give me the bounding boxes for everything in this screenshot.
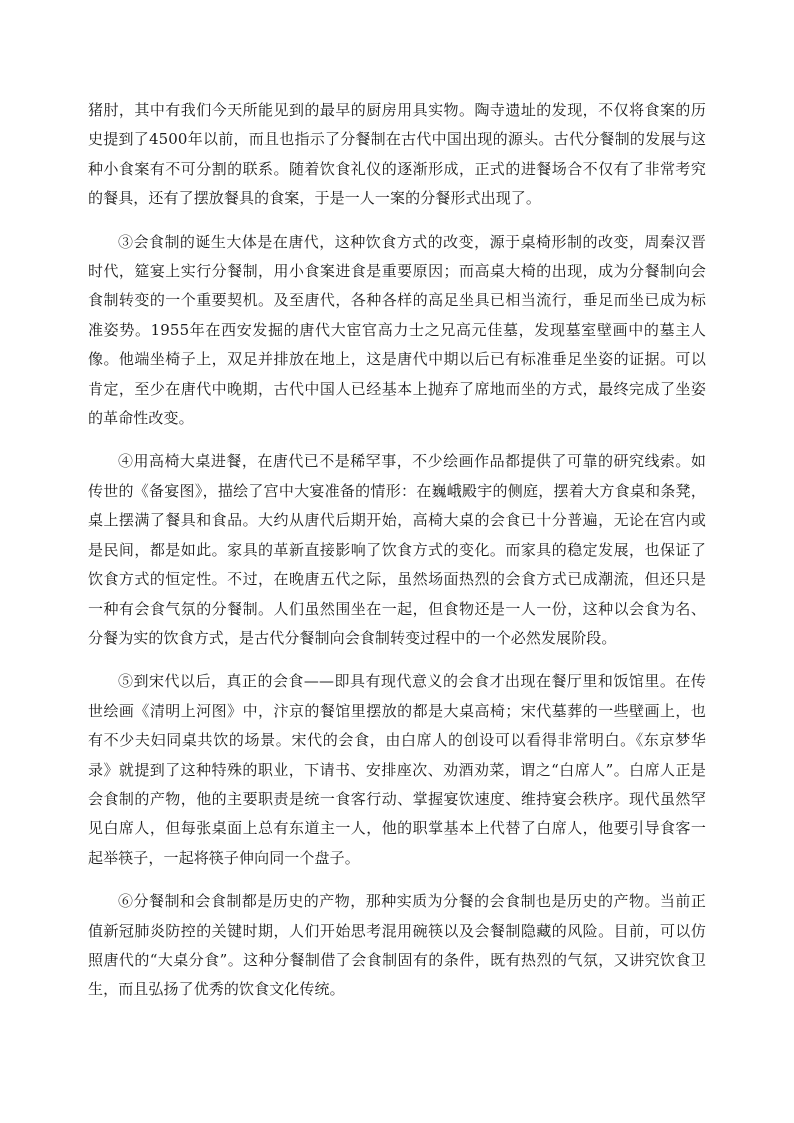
paragraph-3: ③会食制的诞生大体是在唐代，这种饮食方式的改变，源于桌椅形制的改变，周秦汉晋时代，筵宴上实行分餐制，用小食案进食是重要原因；而高桌大椅的出现，成为分餐制向会食制转变的一个重要契机。及至唐代，各种各样的高足坐具已相当流行，垂足而坐已成为标准姿势。1955年在西安发掘的唐代大宦官高力士之兄高元佳墓，发现墓室壁画中的墓主人像。他端坐椅子上，双足并排放在地上，这是唐代中期以后已有标准垂足坐姿的证据。可以肯定，至少在唐代中晚期，古代中国人已经基本上抛弃了席地而坐的方式，最终完成了坐姿的革命性改变。: [88, 232, 706, 428]
paragraph-continuation: 猪肘，其中有我们今天所能见到的最早的厨房用具实物。陶寺遗址的发现，不仅将食案的历史提到了4500年以前，而且也指示了分餐制在古代中国出现的源头。古代分餐制的发展与这种小食案有不可分割的联系。随着饮食礼仪的逐渐形成，正式的进餐场合不仅有了非常考究的餐具，还有了摆放餐具的食案，于是一人一案的分餐形式出现了。: [88, 101, 706, 208]
paragraph-5: ⑤到宋代以后，真正的会食——即具有现代意义的会食才出现在餐厅里和饭馆里。在传世绘画《清明上河图》中，汴京的餐馆里摆放的都是大桌高椅；宋代墓葬的一些壁画上，也有不少夫妇同桌共饮的场景。宋代的会食，由白席人的创设可以看得非常明白。《东京梦华录》就提到了这种特殊的职业，下请书、安排座次、劝酒劝菜，谓之“白席人”。白席人正是会食制的产物，他的主要职责是统一食客行动、掌握宴饮速度、维持宴会秩序。现代虽然罕见白席人，但每张桌面上总有东道主一人，他的职掌基本上代替了白席人，他要引导食客一起举筷子，一起将筷子伸向同一个盘子。: [88, 672, 706, 867]
paragraph-4: ④用高椅大桌进餐，在唐代已不是稀罕事，不少绘画作品都提供了可靠的研究线索。如传世的《备宴图》，描绘了宫中大宴准备的情形：在巍峨殿宇的侧庭，摆着大方食桌和条凳，桌上摆满了餐具和食品。大约从唐代后期开始，高椅大桌的会食已十分普遍，无论在宫内或是民间，都是如此。家具的革新直接影响了饮食方式的变化。而家具的稳定发展，也保证了饮食方式的恒定性。不过，在晚唐五代之际，虽然场面热烈的会食方式已成潮流，但还只是一种有会食气氛的分餐制。人们虽然围坐在一起，但食物还是一人一份，这种以会食为名、分餐为实的饮食方式，是古代分餐制向会食制转变过程中的一个必然发展阶段。: [88, 452, 706, 647]
document-body: [88, 96, 706, 1019]
paragraph-6: ⑥分餐制和会食制都是历史的产物，那种实质为分餐的会食制也是历史的产物。当前正值新冠肺炎防控的关键时期，人们开始思考混用碗筷以及会餐制隐藏的风险。目前，可以仿照唐代的“大桌分食”。这种分餐制借了会食制固有的条件，既有热烈的气氛，又讲究饮食卫生，而且弘扬了优秀的饮食文化传统。: [88, 892, 706, 999]
